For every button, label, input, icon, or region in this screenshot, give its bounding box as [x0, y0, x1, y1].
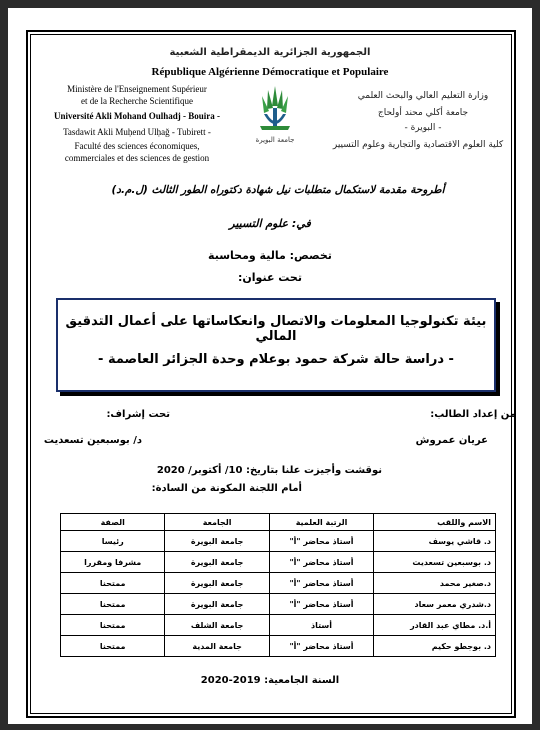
thesis-field: في: علوم التسيير	[229, 217, 311, 230]
republic-arabic: الجمهورية الجزائرية الديمقراطية الشعبية	[169, 47, 371, 58]
member-name: د.صغير محمد	[374, 573, 496, 594]
member-rank: أستاذ محاضر "أ"	[269, 552, 373, 573]
faculty-arabic: كلية العلوم الاقتصادية والتجارية وعلوم التسيير	[332, 140, 504, 150]
member-name: د. بوجطو حكيم	[374, 636, 496, 657]
thesis-intro: أطروحة مقدمة لاستكمال متطلبات نيل شهادة دكتوراه الطور الثالث (ل.م.د)	[111, 184, 445, 196]
member-rank: أستاذ محاضر "أ"	[269, 531, 373, 552]
member-rank: أستاذ محاضر "أ"	[269, 636, 373, 657]
member-rank: أستاذ محاضر "أ"	[269, 573, 373, 594]
member-rank: أستاذ	[269, 615, 373, 636]
university-logo	[248, 82, 302, 146]
defense-date: نوقشت وأجيزت علنا بتاريخ: 10/ أكتوبر/ 2020	[156, 465, 382, 476]
ministry-french-2: et de la Recherche Scientifique	[81, 96, 193, 106]
ministry-arabic: وزارة التعليم العالي والبحث العلمي	[357, 91, 489, 101]
thesis-title-line1: بيئة تكنولوجيا المعلومات والاتصال وانعكاساتها على أعمال التدقيق المالي	[65, 314, 487, 344]
committee-intro: أمام اللجنة المكونة من السادة:	[151, 483, 302, 494]
member-name: د. قاشي يوسف	[374, 531, 496, 552]
republic-french: République Algérienne Démocratique et Populaire	[151, 66, 389, 78]
member-university: جامعة الشلف	[165, 615, 269, 636]
supervisor-name: د/ بوسبعين تسعديت	[43, 435, 142, 446]
logo-caption: جامعة البويرة	[255, 136, 295, 144]
member-name: د.شدري معمر سعاد	[374, 594, 496, 615]
university-french-2: Tasdawit Akli Muḥend Ulḥağ - Tubirett -	[63, 127, 211, 137]
faculty-french-1: Faculté des sciences économiques,	[74, 141, 200, 151]
table-row	[61, 615, 496, 636]
ministry-french-1: Ministère de l'Enseignement Supérieur	[67, 84, 207, 94]
header-name: الاسم واللقب	[374, 514, 496, 531]
table-row	[61, 636, 496, 657]
table-row	[61, 573, 496, 594]
table-row	[61, 552, 496, 573]
committee-header-row	[61, 514, 496, 531]
supervisor-label: تحت إشراف:	[106, 409, 170, 420]
member-university: جامعة البويرة	[165, 573, 269, 594]
university-arabic-1: جامعة أكلي محند أولحاج	[377, 108, 469, 118]
header-rank: الرتبة العلمية	[269, 514, 373, 531]
member-role: ممتحنا	[61, 594, 165, 615]
academic-year: السنة الجامعية: 2019-2020	[200, 675, 340, 686]
member-role: ممتحنا	[61, 573, 165, 594]
member-role: ممتحنا	[61, 615, 165, 636]
thesis-title-line2: - دراسة حالة شركة حمود بوعلام وحدة الجزائر العاصمة -	[98, 352, 454, 367]
member-university: جامعة المدية	[165, 636, 269, 657]
member-name: أ.د. مطاي عبد القادر	[374, 615, 496, 636]
table-row	[61, 531, 496, 552]
member-rank: أستاذ محاضر "أ"	[269, 594, 373, 615]
table-row	[61, 594, 496, 615]
university-arabic-2: - البويرة -	[404, 123, 442, 133]
student-name: عريان عمروش	[415, 435, 488, 446]
committee-table	[60, 513, 496, 657]
university-french-1: Université Akli Mohand Oulhadj - Bouira -	[53, 111, 221, 121]
member-university: جامعة البويرة	[165, 531, 269, 552]
member-university: جامعة البويرة	[165, 594, 269, 615]
faculty-french-2: commerciales et des sciences de gestion	[64, 153, 210, 163]
header-role: الصفة	[61, 514, 165, 531]
student-label: من إعداد الطالب:	[430, 409, 516, 420]
document-page	[8, 8, 532, 724]
member-name: د. بوسبعين تسعديت	[374, 552, 496, 573]
header-university: الجامعة	[165, 514, 269, 531]
member-role: رئيسا	[61, 531, 165, 552]
member-role: ممتحنا	[61, 636, 165, 657]
thesis-title-box	[56, 298, 496, 392]
thesis-under-title: تحت عنوان:	[238, 271, 302, 284]
member-role: مشرفا ومقررا	[61, 552, 165, 573]
member-university: جامعة البويرة	[165, 552, 269, 573]
thesis-specialty: تخصص: مالية ومحاسبة	[208, 249, 332, 262]
